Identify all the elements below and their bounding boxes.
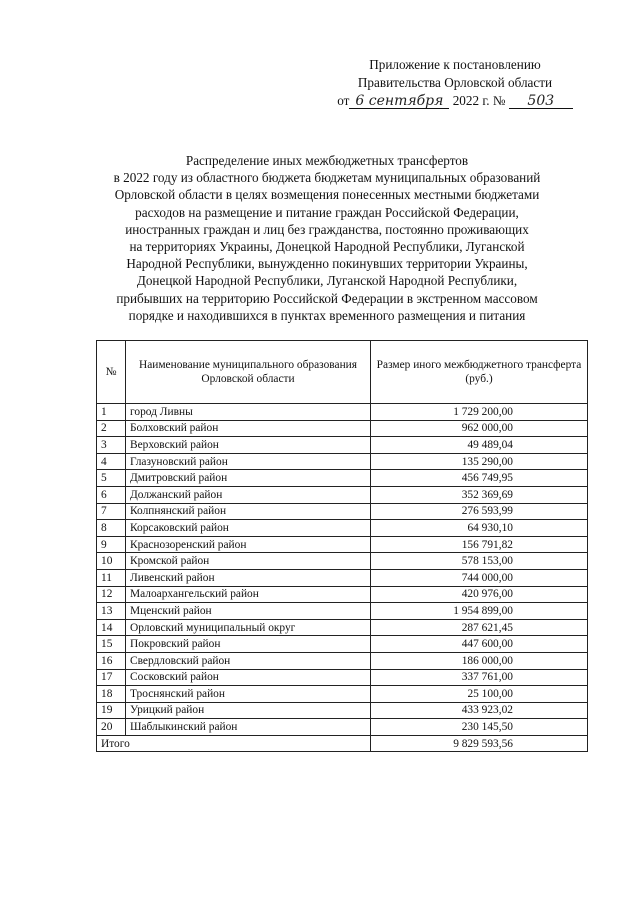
row-amount: 287 621,45 <box>371 619 588 636</box>
appendix-date-line <box>330 92 580 110</box>
row-municipality: Корсаковский район <box>126 520 371 537</box>
document-title <box>80 152 574 324</box>
title-line: порядке и находившихся в пунктах временного размещения и питания <box>128 307 526 323</box>
row-municipality: Урицкий район <box>126 702 371 719</box>
table-row <box>97 470 588 487</box>
row-municipality: Дмитровский район <box>126 470 371 487</box>
row-amount: 186 000,00 <box>371 652 588 669</box>
row-number: 17 <box>97 669 126 686</box>
table-row <box>97 420 588 437</box>
table-row <box>97 569 588 586</box>
row-number: 15 <box>97 636 126 653</box>
row-number: 19 <box>97 702 126 719</box>
row-amount: 1 729 200,00 <box>371 404 588 421</box>
appendix-header <box>330 56 580 110</box>
table-body <box>97 404 588 736</box>
row-amount: 276 593,99 <box>371 503 588 520</box>
header-municipality: Наименование муниципального образования Орловской области <box>126 341 371 404</box>
title-line: в 2022 году из областного бюджета бюджетам муниципальных образований <box>113 170 541 186</box>
table-row <box>97 719 588 736</box>
table-row <box>97 702 588 719</box>
title-line: на территориях Украины, Донецкой Народной Республики, Луганской <box>129 239 525 255</box>
date-year: 2022 г. № <box>452 93 506 108</box>
row-municipality: Свердловский район <box>126 652 371 669</box>
table-row <box>97 437 588 454</box>
row-municipality: Колпнянский район <box>126 503 371 520</box>
table-row <box>97 652 588 669</box>
title-line: расходов на размещение и питание граждан Российской Федерации, <box>135 204 519 220</box>
table-row <box>97 553 588 570</box>
row-amount: 49 489,04 <box>371 437 588 454</box>
row-amount: 135 290,00 <box>371 453 588 470</box>
total-label: Итого <box>97 735 371 752</box>
title-line: Орловской области в целях возмещения понесенных местными бюджетами <box>114 187 540 203</box>
row-amount: 744 000,00 <box>371 569 588 586</box>
row-number: 5 <box>97 470 126 487</box>
table-row <box>97 503 588 520</box>
row-number: 13 <box>97 603 126 620</box>
row-number: 1 <box>97 404 126 421</box>
row-number: 2 <box>97 420 126 437</box>
appendix-line-2: Правительства Орловской области <box>357 75 553 90</box>
row-municipality: Верховский район <box>126 437 371 454</box>
row-municipality: Кромской район <box>126 553 371 570</box>
row-number: 7 <box>97 503 126 520</box>
header-amount: Размер иного межбюджетного трансферта (руб.) <box>371 341 588 404</box>
table-row <box>97 619 588 636</box>
row-amount: 578 153,00 <box>371 553 588 570</box>
row-amount: 337 761,00 <box>371 669 588 686</box>
row-municipality: Болховский район <box>126 420 371 437</box>
row-number: 20 <box>97 719 126 736</box>
row-number: 10 <box>97 553 126 570</box>
row-municipality: Ливенский район <box>126 569 371 586</box>
row-municipality: Должанский район <box>126 486 371 503</box>
table-row <box>97 453 588 470</box>
row-municipality: Покровский район <box>126 636 371 653</box>
row-amount: 64 930,10 <box>371 520 588 537</box>
appendix-line-1: Приложение к постановлению <box>369 57 541 72</box>
table-row <box>97 686 588 703</box>
row-amount: 352 369,69 <box>371 486 588 503</box>
header-number: № <box>97 341 126 404</box>
row-municipality: Орловский муниципальный округ <box>126 619 371 636</box>
table-row <box>97 586 588 603</box>
title-line: Распределение иных межбюджетных трансфертов <box>185 153 469 168</box>
table-header-row <box>97 341 588 404</box>
row-number: 18 <box>97 686 126 703</box>
table-row <box>97 636 588 653</box>
row-number: 8 <box>97 520 126 537</box>
row-municipality: Мценский район <box>126 603 371 620</box>
date-prefix: от <box>337 93 350 108</box>
row-municipality: Краснозоренский район <box>126 536 371 553</box>
handwritten-date: 6 сентября <box>349 94 449 109</box>
row-number: 9 <box>97 536 126 553</box>
total-row <box>97 735 588 752</box>
table-row <box>97 536 588 553</box>
table-row <box>97 520 588 537</box>
row-amount: 433 923,02 <box>371 702 588 719</box>
table-row <box>97 486 588 503</box>
total-amount: 9 829 593,56 <box>371 735 588 752</box>
row-number: 11 <box>97 569 126 586</box>
row-amount: 447 600,00 <box>371 636 588 653</box>
title-line: иностранных граждан и лиц без гражданства, постоянно проживающих <box>125 221 529 237</box>
row-municipality: город Ливны <box>126 404 371 421</box>
row-number: 4 <box>97 453 126 470</box>
row-amount: 420 976,00 <box>371 586 588 603</box>
row-municipality: Глазуновский район <box>126 453 371 470</box>
handwritten-number: 503 <box>509 94 573 109</box>
title-line: прибывших на территорию Российской Федерации в экстренном массовом <box>116 290 538 306</box>
title-line: Народной Республики, вынужденно покинувших территории Украины, <box>126 256 528 272</box>
row-municipality: Троснянский район <box>126 686 371 703</box>
row-municipality: Шаблыкинский район <box>126 719 371 736</box>
row-amount: 456 749,95 <box>371 470 588 487</box>
table-row <box>97 669 588 686</box>
row-number: 12 <box>97 586 126 603</box>
row-amount: 962 000,00 <box>371 420 588 437</box>
row-amount: 1 954 899,00 <box>371 603 588 620</box>
table-row <box>97 603 588 620</box>
row-amount: 25 100,00 <box>371 686 588 703</box>
row-municipality: Сосковский район <box>126 669 371 686</box>
distribution-table <box>96 340 588 752</box>
title-line: Донецкой Народной Республики, Луганской Народной Республики, <box>136 273 518 289</box>
row-number: 6 <box>97 486 126 503</box>
row-amount: 156 791,82 <box>371 536 588 553</box>
table-row <box>97 404 588 421</box>
row-amount: 230 145,50 <box>371 719 588 736</box>
row-municipality: Малоархангельский район <box>126 586 371 603</box>
row-number: 3 <box>97 437 126 454</box>
row-number: 16 <box>97 652 126 669</box>
row-number: 14 <box>97 619 126 636</box>
